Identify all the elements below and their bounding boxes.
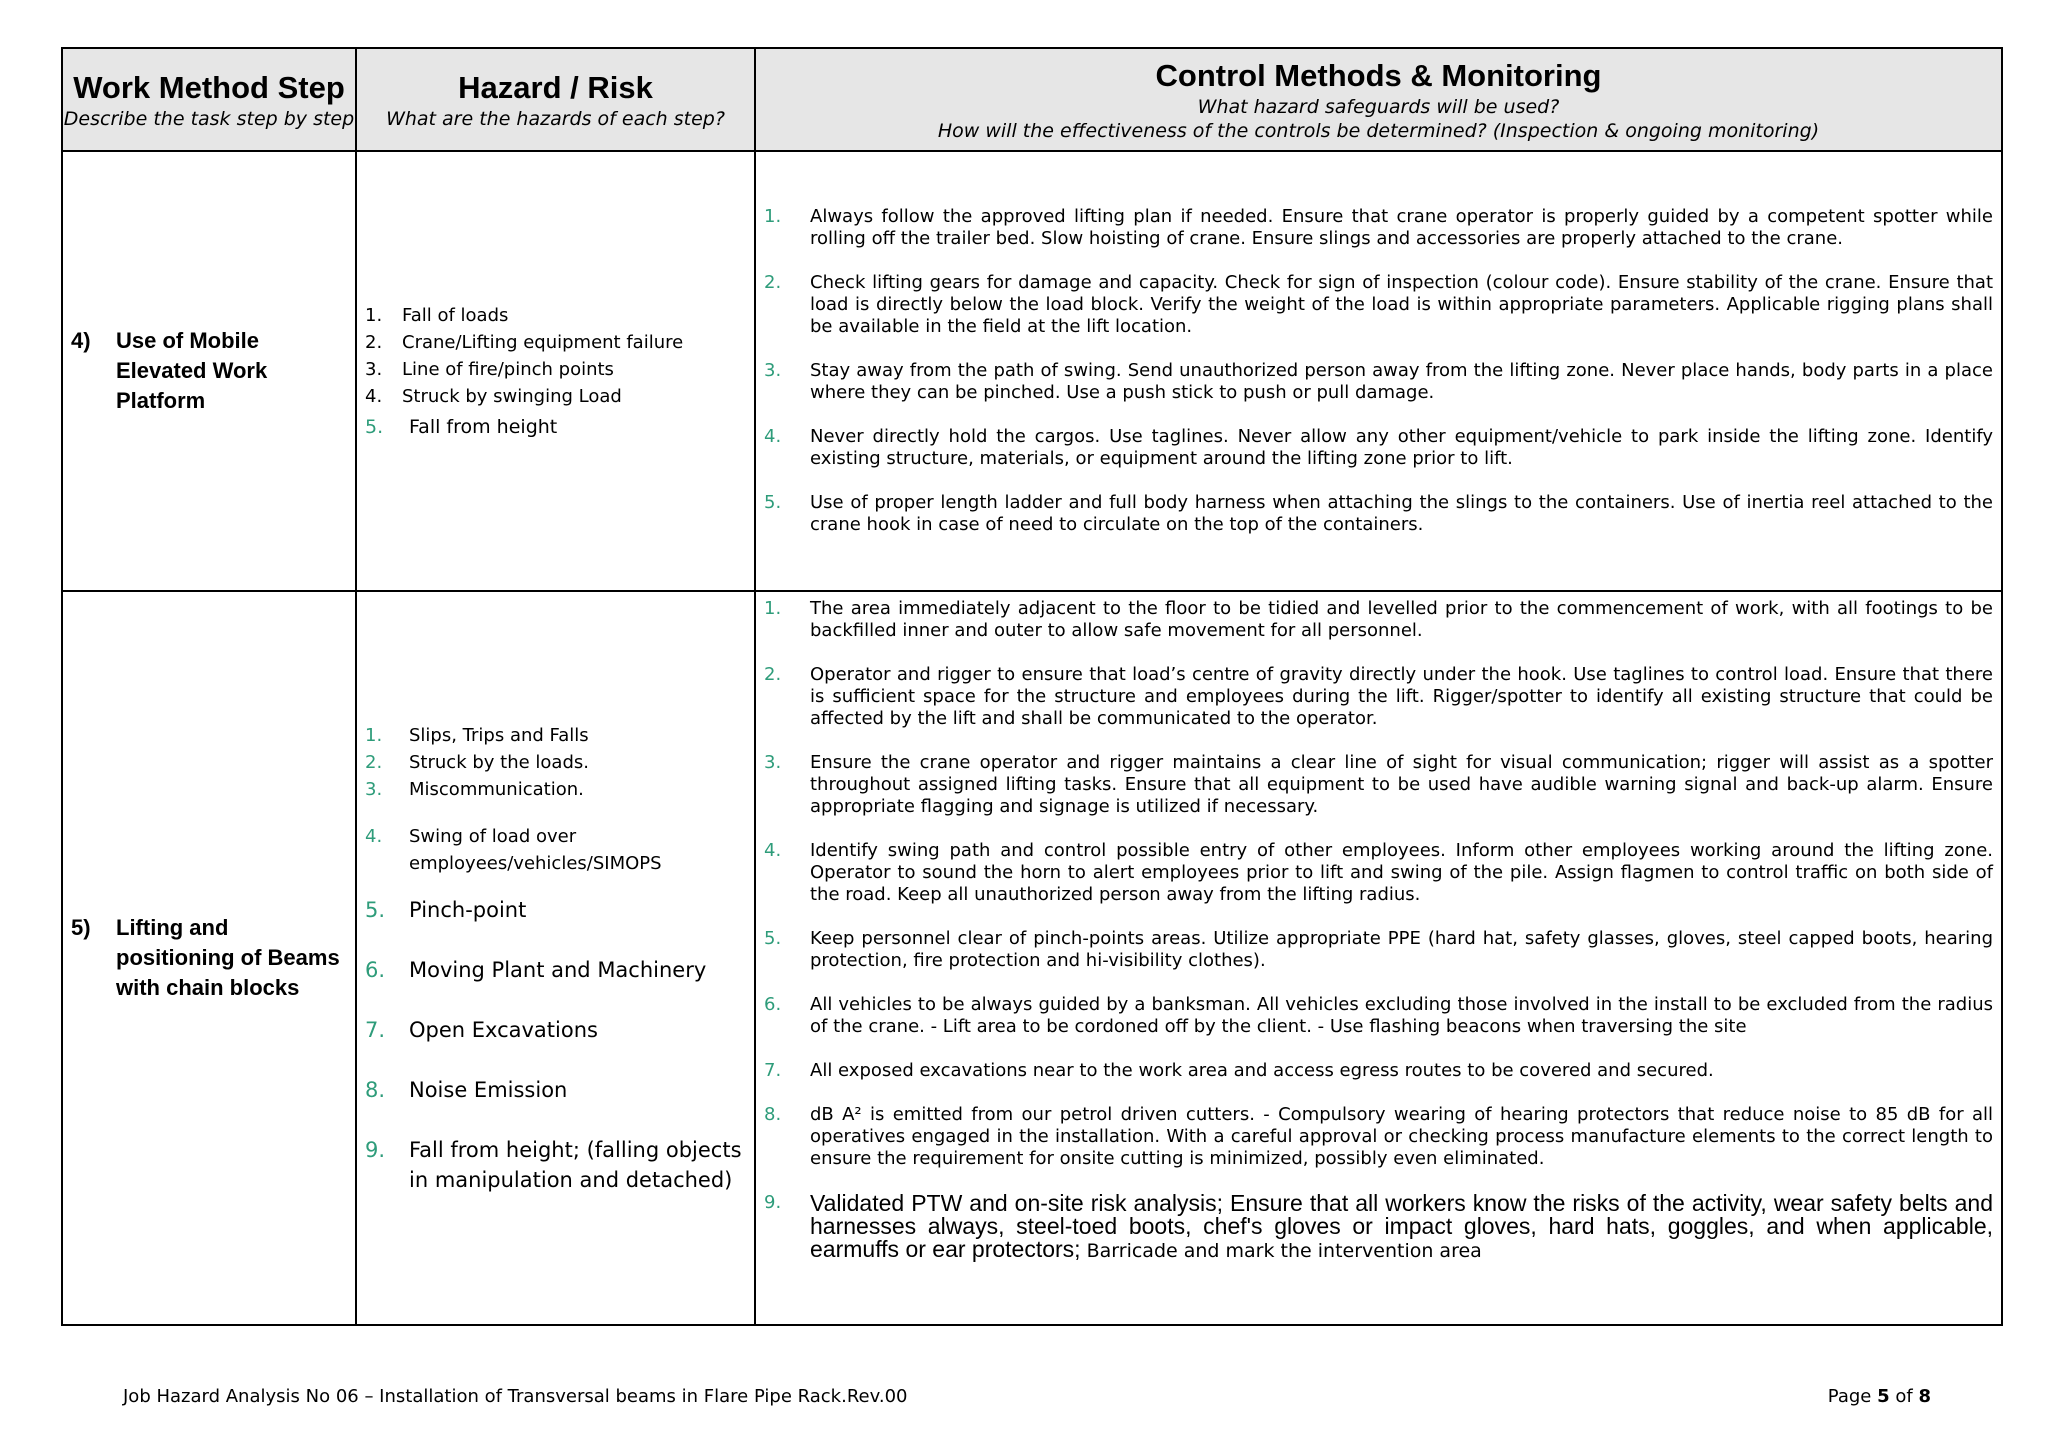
control-list (756, 206, 2001, 536)
item-text: Line of fire/pinch points (402, 358, 614, 380)
header-subtitle: What hazard safeguards will be used? (1197, 95, 1560, 118)
item-number: 5. (365, 897, 386, 922)
list-item (365, 414, 746, 441)
page-total: 8 (1918, 1386, 1931, 1407)
item-number: 4. (764, 840, 782, 861)
header-title: Hazard / Risk (458, 69, 653, 105)
item-number: 8. (764, 1104, 782, 1125)
step-label: Use of Mobile Elevated Work Platform (116, 328, 268, 413)
item-text: All vehicles to be always guided by a banksman. All vehicles excluding those involved in the install to be excluded from the radius of the crane. - Lift area to be cordoned off by the client. - Use flashing beacons when traversing the site (810, 994, 1993, 1037)
step-cell (62, 591, 356, 1325)
header-title: Work Method Step (73, 69, 345, 105)
list-item (764, 1192, 1993, 1263)
item-number: 1. (365, 724, 383, 746)
step-label: Lifting and positioning of Beams with chain blocks (116, 915, 340, 1000)
page-current: 5 (1877, 1386, 1890, 1407)
list-item (365, 302, 746, 329)
list-item (365, 955, 746, 985)
item-number: 2. (365, 751, 383, 773)
item-number: 3. (764, 752, 782, 773)
list-item (365, 823, 746, 877)
footer-page-number (1828, 1386, 1931, 1407)
item-text: Swing of load over employees/vehicles/SIMOPS (409, 825, 662, 874)
list-item (365, 383, 746, 410)
list-item (764, 752, 1993, 818)
item-text: All exposed excavations near to the work area and access egress routes to be covered and secured. (810, 1060, 1714, 1081)
list-item (365, 722, 746, 749)
item-number: 2. (764, 272, 782, 293)
item-text: Keep personnel clear of pinch-points areas. Utilize appropriate PPE (hard hat, safety glasses, gloves, steel capped boots, hearing protection, fire protection and hi-visibility clothes). (810, 928, 1993, 971)
item-number: 6. (764, 994, 782, 1015)
item-number: 6. (365, 957, 386, 982)
item-text: Fall from height; (falling objects in manipulation and detached) (409, 1137, 742, 1192)
list-item (764, 426, 1993, 470)
step-number: 5) (71, 915, 91, 940)
list-item (764, 1104, 1993, 1170)
item-number: 3. (764, 360, 782, 381)
list-item (764, 206, 1993, 250)
list-item (365, 1135, 746, 1195)
item-text-main: Validated PTW and on-site risk analysis; Ensure that all workers know the risks of the activity, wear safety belts and harnesses always, steel-toed boots, chef's gloves or impact gloves, hard hats, goggles, and when applicable, earmuffs or ear protectors; (810, 1190, 1993, 1262)
item-text: Slips, Trips and Falls (409, 724, 589, 746)
item-text: dB A² is emitted from our petrol driven cutters. - Compulsory wearing of hearing protectors that reduce noise to 85 dB for all operatives engaged in the installation. With a careful approval or checking process manufacture elements to the correct length to ensure the requirement for onsite cutting is minimized, possibly even eliminated. (810, 1104, 1993, 1169)
item-number: 1. (365, 304, 383, 326)
list-item (365, 1015, 746, 1045)
list-item (764, 664, 1993, 730)
control-cell (755, 591, 2002, 1325)
page-of: of (1895, 1386, 1913, 1407)
control-list (756, 598, 2001, 1263)
item-number: 1. (764, 598, 782, 619)
item-number: 3. (365, 358, 383, 380)
list-item (764, 928, 1993, 972)
item-number: 9. (764, 1192, 782, 1213)
item-number: 4. (764, 426, 782, 447)
jha-table (61, 47, 2003, 1326)
hazard-cell (356, 591, 755, 1325)
item-text: Ensure the crane operator and rigger maintains a clear line of sight for visual communication; rigger will assist as a spotter throughout assigned lifting tasks. Ensure that all equipment to be used have audible warning signal and back-up alarm. Ensure appropriate flagging and signage is utilized if necessary. (810, 752, 1993, 817)
list-item (365, 1075, 746, 1105)
item-text-tail: Barricade and mark the intervention area (1080, 1240, 1482, 1262)
item-number: 4. (365, 385, 383, 407)
item-text: Noise Emission (409, 1077, 568, 1102)
item-number: 1. (764, 206, 782, 227)
item-text (810, 1192, 1993, 1263)
control-cell (755, 151, 2002, 591)
footer-document-title: Job Hazard Analysis No 06 – Installation of Transversal beams in Flare Pipe Rack.Rev.00 (123, 1386, 908, 1407)
header-hazard-risk (356, 48, 755, 151)
item-number: 7. (365, 1017, 386, 1042)
list-item (764, 598, 1993, 642)
list-item (365, 749, 746, 776)
list-item (365, 776, 746, 803)
item-text: Struck by swinging Load (402, 385, 622, 407)
hazard-list (357, 722, 754, 1195)
hazard-cell (356, 151, 755, 591)
item-number: 8. (365, 1077, 386, 1102)
list-item (764, 360, 1993, 404)
item-text: Use of proper length ladder and full body harness when attaching the slings to the containers. Use of inertia reel attached to the crane hook in case of need to circulate on the top of the containers. (810, 492, 1993, 535)
item-number: 2. (365, 331, 383, 353)
item-text: Fall from height (409, 415, 558, 438)
list-item (764, 272, 1993, 338)
header-work-method-step (62, 48, 356, 151)
step-cell (62, 151, 356, 591)
item-text: Identify swing path and control possible entry of other employees. Inform other employees working around the lifting zone. Operator to sound the horn to alert employees prior to lift and swing of the pile. Assign flagmen to control traffic on both side of the road. Keep all unauthorized person away from the lifting radius. (810, 840, 1993, 905)
item-text: Check lifting gears for damage and capacity. Check for sign of inspection (colour code). Ensure stability of the crane. Ensure that load is directly below the load block. Verify the weight of the load is within appropriate parameters. Applicable rigging plans shall be available in the field at the lift location. (810, 272, 1993, 337)
item-text: The area immediately adjacent to the floor to be tidied and levelled prior to the commencement of work, with all footings to be backfilled inner and outer to allow safe movement for all personnel. (810, 598, 1993, 641)
item-number: 7. (764, 1060, 782, 1081)
list-item (365, 356, 746, 383)
item-number: 5. (764, 492, 782, 513)
item-number: 9. (365, 1137, 386, 1162)
item-number: 4. (365, 825, 383, 847)
item-text: Crane/Lifting equipment failure (402, 331, 684, 353)
item-text: Pinch-point (409, 897, 527, 922)
header-title: Control Methods & Monitoring (1155, 57, 1602, 93)
item-text: Open Excavations (409, 1017, 598, 1042)
item-text: Fall of loads (402, 304, 509, 326)
list-item (365, 895, 746, 925)
header-control-methods (755, 48, 2002, 151)
item-text: Stay away from the path of swing. Send unauthorized person away from the lifting zone. Never place hands, body parts in a place where they can be pinched. Use a push stick to push or pull damage. (810, 360, 1993, 403)
list-item (365, 329, 746, 356)
item-text: Moving Plant and Machinery (409, 957, 707, 982)
item-number: 5. (764, 928, 782, 949)
header-subtitle: How will the effectiveness of the controls be determined? (Inspection & ongoing monitoring) (937, 119, 1820, 142)
list-item (764, 1060, 1993, 1082)
page-prefix: Page (1827, 1386, 1872, 1407)
list-item (764, 492, 1993, 536)
list-item (764, 994, 1993, 1038)
table-row (62, 591, 2002, 1325)
item-text: Miscommunication. (409, 778, 584, 800)
item-text: Operator and rigger to ensure that load’s centre of gravity directly under the hook. Use taglines to control load. Ensure that there is sufficient space for the structure and employees during the lift. Rigger/spotter to identify all existing structure that could be affected by the lift and shall be communicated to the operator. (810, 664, 1993, 729)
table-row (62, 151, 2002, 591)
item-text: Never directly hold the cargos. Use taglines. Never allow any other equipment/vehicle to park inside the lifting zone. Identify existing structure, materials, or equipment around the lifting zone prior to lift. (810, 426, 1993, 469)
item-number: 3. (365, 778, 383, 800)
step-number: 4) (71, 328, 91, 353)
table-header-row (62, 48, 2002, 151)
item-text: Always follow the approved lifting plan if needed. Ensure that crane operator is properly guided by a competent spotter while rolling off the trailer bed. Slow hoisting of crane. Ensure slings and accessories are properly attached to the crane. (810, 206, 1993, 249)
item-number: 5. (365, 415, 384, 438)
item-text: Struck by the loads. (409, 751, 589, 773)
hazard-list (357, 302, 754, 441)
header-subtitle: What are the hazards of each step? (386, 107, 725, 130)
item-number: 2. (764, 664, 782, 685)
list-item (764, 840, 1993, 906)
header-subtitle: Describe the task step by step (63, 107, 355, 130)
